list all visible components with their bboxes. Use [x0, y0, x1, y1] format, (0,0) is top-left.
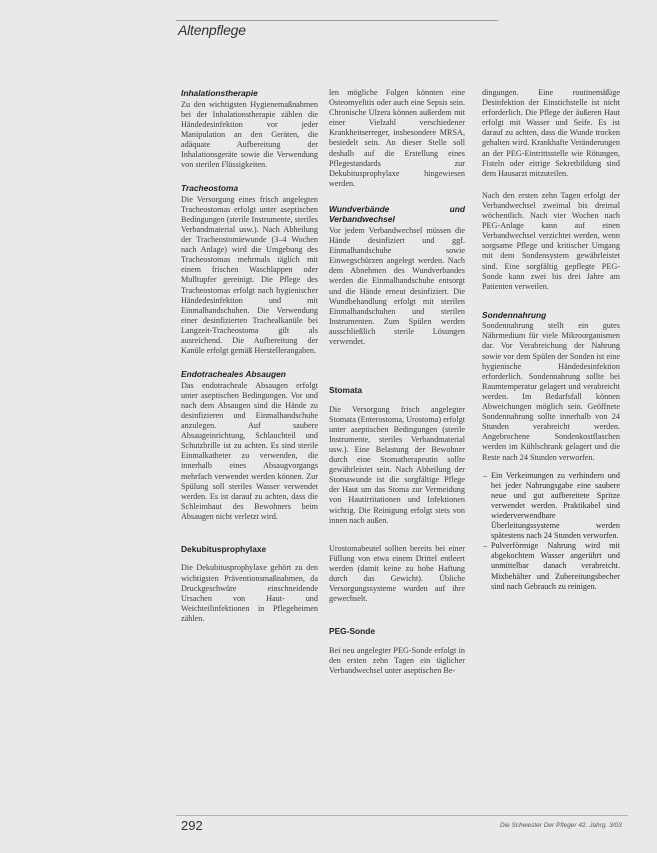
- paragraph: Urostomabeutel sollten bereits bei einer Füllung von etwa einem Drittel entleert werden (damit keine zu hohe Haftung durch das Gewicht). Übliche Versorgungssysteme wurden auf ihre gewechselt.: [329, 543, 465, 604]
- footer-source: Die Schwester Der Pfleger 42. Jahrg. 3/03: [500, 822, 622, 829]
- section-heading: Inhalationstherapie: [181, 88, 258, 98]
- section-heading: PEG-Sonde: [329, 626, 376, 637]
- paragraph: Die Versorgung eines frisch angelegten Tracheostomas erfolgt unter aseptischen Bedingungen (sterile Instrumente, steriles Verbandmaterial usw.). Nach Abheilung der Tracheostomiewunde (3–4 Wochen nach Anlage) wird die Umgebung des Tracheostomas mehrmals täglich mit einem frischen Waschlappen oder Mulltupfer gereinigt. Die Pflege des Tracheostomas erfolgt nach hygienischer Händedesinfektion und mit Einmalhandschuhen. Die Verwendung einer desinfizierten Trachealkanüle bei Langzeit-Tracheostoma gilt als ausreichend. Die Aufbereitung der Kanüle erfolgt gemäß Herstellerangaben.: [181, 194, 318, 356]
- bullet-list: [482, 471, 620, 592]
- column-1: [181, 88, 318, 624]
- section-heading: Endotracheales Absaugen: [181, 369, 286, 380]
- running-header: Altenpflege: [178, 22, 246, 38]
- page-number: 292: [181, 818, 203, 833]
- paragraph: Zu den wichtigsten Hygienemaßnahmen bei der Inhalationstherapie zählen die Händedesinfektion vor jeder Manipulation an den Geräten, die adäquate Aufbereitung der Inhalationsgeräte sowie die Verwendung von sterilen Flüssigkeiten.: [181, 99, 318, 170]
- paragraph: Nach den ersten zehn Tagen erfolgt der Verbandwechsel zweimal bis dreimal wöchentlich. Nach vier Wochen nach PEG-Anlage kann auf einen Verbandwechsel verzichtet werden, wenn sorgsame Pflege und kritischer Umgang mit dem Sondensystem gewährleistet sind. Eine sorgfältig gepflegte PEG-Sonde kann zwei bis drei Jahre am Patienten verweilen.: [482, 190, 620, 291]
- list-item: – Pulverförmige Nahrung wird mit abgekochtem Wasser angerührt und unmittelbar danach verabreicht. Mixbehälter und Zubereitungsbecher sind nach Gebrauch zu reinigen.: [491, 541, 620, 591]
- paragraph: len mögliche Folgen könnten eine Osteomyelitis oder auch eine Sepsis sein. Chronische Ulzera können außerdem mit einer Vielzahl verschiedener Krankheitserreger, insbesondere MRSA, besiedelt sein. An dieser Stelle soll deshalb auf die Erstellung eines Pflegestandards zur Dekubitusprophylaxe hingewiesen werden.: [329, 88, 465, 188]
- paragraph: Sondennahrung stellt ein gutes Nährmedium für viele Mikroorganismen dar. Vor Verabreichung der Nahrung sowie vor dem Spülen der Sonden ist eine hygienische Händedesinfektion erforderlich. Sondennahrung sollte bei Raumtemperatur gelagert und verabreicht werden. Im Bedarfsfall können Abweichungen möglich sein. Geöffnete Sondennahrung sollte innerhalb von 24 Stunden verabreicht werden. Angebrochene Sondenkostflaschen werden im Kühlschrank gelagert und die Reste nach 24 Stunden verworfen.: [482, 321, 620, 462]
- paragraph: dingungen. Eine routinemäßige Desinfektion der Einstichstelle ist nicht erforderlich. Die Pflege der äußeren Haut erfolgt mit Wasser und Seife. Es ist darauf zu achten, dass die Wunde trocken gehalten wird. Krankhafte Veränderungen an der PEG-Eintrittsstelle wie Rötungen, Fisteln oder eitrige Sekretbildung sind dem Hausarzt mitzuteilen.: [482, 88, 620, 178]
- paragraph: Bei neu angelegter PEG-Sonde erfolgt in den ersten zehn Tagen ein täglicher Verbandwechsel unter aseptischen Be-: [329, 645, 465, 675]
- section-heading: Dekubitusprophylaxe: [181, 543, 267, 554]
- section-heading: Sondennahrung: [482, 309, 547, 320]
- column-2: [329, 88, 465, 676]
- header-rule: [176, 20, 498, 21]
- paragraph: Vor jedem Verbandwechsel müssen die Hände desinfiziert und ggf. Einmalhandschuhe sowie Einwegschürzen angelegt werden. Nach dem Abnehmen des Wundverbandes werden die Einmalhandschuhe entsorgt und die Hände erneut desinfiziert. Die Wundbehandlung erfolgt mit sterilen Einmalhandschuhen und sterilen Instrumenten. Zum Spülen werden ausschließlich sterile Lösungen verwendet.: [329, 225, 465, 346]
- column-3: [482, 88, 620, 592]
- section-heading: Stomata: [329, 385, 363, 396]
- section-heading: Wundverbände und Verbandwechsel: [329, 203, 465, 225]
- list-item: – Ein Verkeimungen zu verhindern und bei jeder Nahrungsgabe eine saubere neue und gut aufbereitete Spritze verwendet werden. Praktikabel sind wiederverwendbare Überleitungssysteme werden spätestens nach 24 Stunden verworfen.: [491, 471, 620, 542]
- section-heading: Tracheostoma: [181, 183, 239, 194]
- footer-rule: [176, 815, 628, 816]
- paragraph: Die Dekubitusprophylaxe gehört zu den wichtigsten Präventionsmaßnahmen, da Druckgeschwüre einschneidende Ursachen von Haut- und Weichteilinfektionen in Pflegeheimen zählen.: [181, 563, 318, 623]
- paragraph: Das endotracheale Absaugen erfolgt unter aseptischen Bedingungen. Vor und nach dem Absaugen sind die Hände zu desinfizieren und Einmalhandschuhe anzulegen. Auf saubere Absaugeinrichtung, Schlauchteil und Schutzbrille ist zu achten. Es sind sterile Einmalkatheter zu verwenden, die innerhalb eines Absaugvorgangs mehrfach verwendet werden können. Zur Spülung soll steriles Wasser verwendet werden. Es ist darauf zu achten, dass die Schleimhaut des Bewohners beim Absaugen nicht verletzt wird.: [181, 380, 318, 521]
- paragraph: Die Versorgung frisch angelegter Stomata (Enterostoma, Urostoma) erfolgt unter aseptischen Bedingungen (sterile Instrumente, steriles Verbandmaterial usw.). Eine Belastung der Bewohner durch eine Stomatherapeutin sollte gewährleistet sein. Nach Abheilung der Stomawunde ist die sorgfältige Pflege der Haut um das Stoma zur Vermeidung von Hautirritationen und Infektionen wichtig. Die Reinigung erfolgt stets von innen nach außen.: [329, 404, 465, 525]
